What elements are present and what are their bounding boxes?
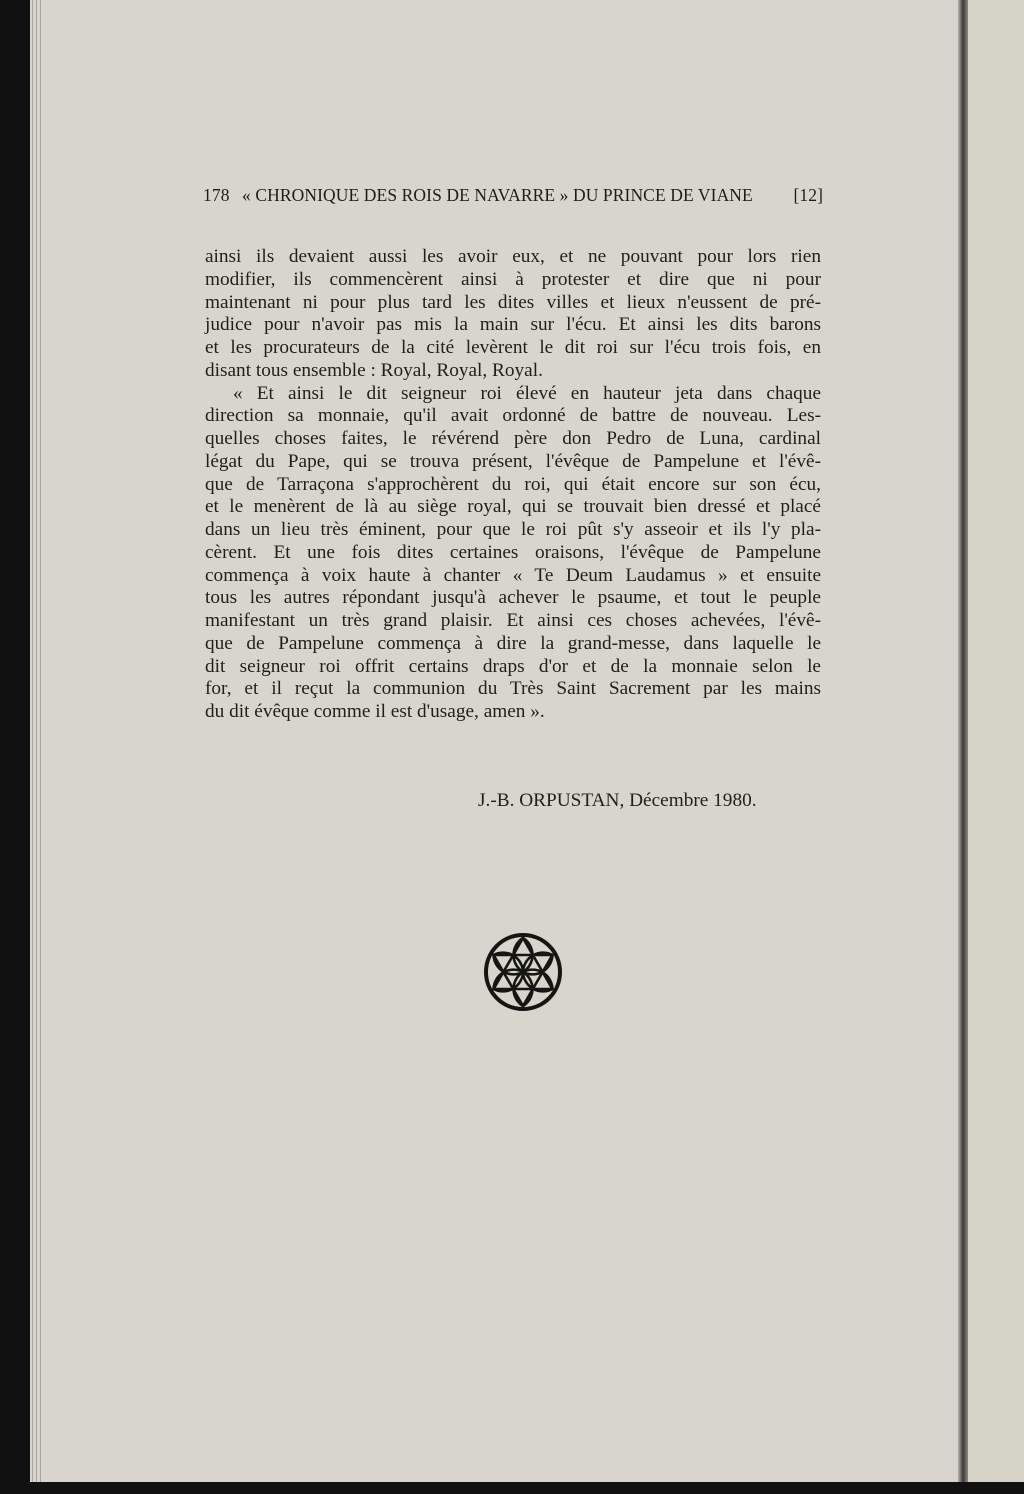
text-line: disant tous ensemble : Royal, Royal, Royal. bbox=[205, 359, 543, 381]
text-line: et le menèrent de là au siège royal, qui se trouvait bien dressé et placé bbox=[205, 496, 821, 518]
page-edge bbox=[40, 0, 41, 1482]
text-line: cèrent. Et une fois dites certaines oraisons, l'évêque de Pampelune bbox=[205, 541, 821, 563]
paragraph bbox=[205, 246, 821, 383]
book-gutter bbox=[958, 0, 968, 1482]
text-line: et les procurateurs de la cité levèrent le dit roi sur l'écu trois fois, en bbox=[205, 337, 821, 358]
text-line: modifier, ils commencèrent ainsi à protester et dire que ni pour bbox=[205, 268, 821, 290]
body-text bbox=[205, 246, 821, 724]
text-line: quelles choses faites, le révérend père don Pedro de Luna, cardinal bbox=[205, 428, 821, 449]
paragraph bbox=[205, 383, 821, 724]
text-line: du dit évêque comme il est d'usage, amen ». bbox=[205, 701, 545, 722]
page-edge bbox=[36, 0, 37, 1482]
text-line: que de Pampelune commença à dire la grand-messe, dans laquelle le bbox=[205, 632, 821, 654]
text-line: judice pour n'avoir pas mis la main sur l'écu. Et ainsi les dits barons bbox=[205, 314, 821, 336]
text-line: maintenant ni pour plus tard les dites villes et lieux n'eussent de pré- bbox=[205, 291, 821, 313]
text-line: manifestant un très grand plaisir. Et ainsi ces choses achevées, l'évê- bbox=[205, 610, 821, 631]
document-page bbox=[30, 0, 962, 1482]
text-line: que de Tarraçona s'approchèrent du roi, qui était encore sur son écu, bbox=[205, 473, 821, 495]
text-line: tous les autres répondant jusqu'à achever le psaume, et tout le peuple bbox=[205, 587, 821, 609]
section-number: [12] bbox=[793, 185, 823, 205]
text-line: for, et il reçut la communion du Très Saint Sacrement par les mains bbox=[205, 678, 821, 700]
page-edge bbox=[32, 0, 33, 1482]
page-number: 178 bbox=[203, 185, 230, 205]
text-line: dans un lieu très éminent, pour que le roi pût s'y asseoir et ils l'y pla- bbox=[205, 519, 821, 540]
facing-page bbox=[968, 0, 1024, 1482]
text-line: « Et ainsi le dit seigneur roi élevé en hauteur jeta dans chaque bbox=[233, 382, 821, 404]
text-line: dit seigneur roi offrit certains draps d'or et de la monnaie selon le bbox=[205, 655, 821, 677]
running-header bbox=[203, 185, 823, 206]
rosette-icon bbox=[483, 932, 563, 1012]
author-signature: J.-B. ORPUSTAN, Décembre 1980. bbox=[478, 790, 757, 811]
text-line: ainsi ils devaient aussi les avoir eux, et ne pouvant pour lors rien bbox=[205, 246, 821, 267]
text-line: légat du Pape, qui se trouva présent, l'évêque de Pampelune et l'évê- bbox=[205, 450, 821, 472]
text-line: commença à voix haute à chanter « Te Deum Laudamus » et ensuite bbox=[205, 564, 821, 586]
text-line: direction sa monnaie, qu'il avait ordonné de battre de nouveau. Les- bbox=[205, 405, 821, 427]
running-title: « CHRONIQUE DES ROIS DE NAVARRE » DU PRINCE DE VIANE bbox=[242, 185, 753, 205]
